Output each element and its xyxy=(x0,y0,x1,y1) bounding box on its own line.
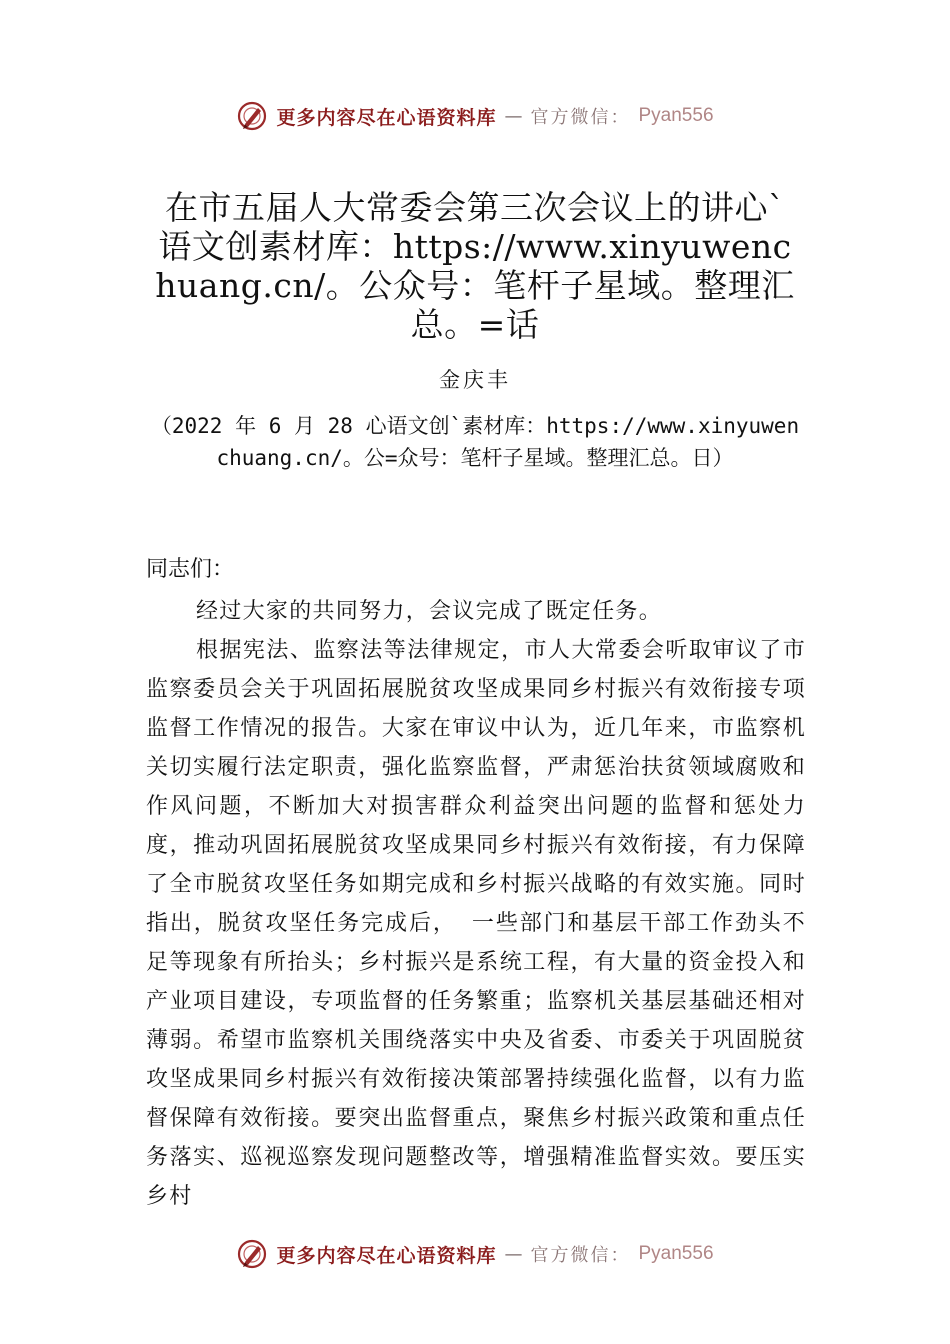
footer-banner xyxy=(0,1234,950,1274)
author: 金庆丰 xyxy=(439,368,511,392)
wechat-id: Pyan556 xyxy=(638,105,714,126)
paragraph: 经过大家的共同努力，会议完成了既定任务。 xyxy=(196,599,663,624)
brand-text: 更多内容尽在心语资料库 xyxy=(276,106,497,129)
salutation: 同志们： xyxy=(146,557,235,582)
document-title: 在市五届人大常委会第三次会议上的讲心`语文创素材库：https://www.xinyuwenchuang.cn/。公众号：笔杆子星域。整理汇总。=话 xyxy=(155,188,795,344)
brand-text: 更多内容尽在心语资料库 xyxy=(276,1244,497,1267)
paragraph: 根据宪法、监察法等法律规定，市人大常委会听取审议了市监察委员会关于巩固拓展脱贫攻坚成果同乡村振兴有效衔接专项监督工作情况的报告。大家在审议中认为，近几年来，市监察机关切实履行法定职责，强化监察监督，严肃惩治扶贫领域腐败和作风问题，不断加大对损害群众利益突出问题的监督和惩处力度，推动巩固拓展脱贫攻坚成果同乡村振兴有效衔接，有力保障了全市脱贫攻坚任务如期完成和乡村振兴战略的有效实施。同时指出，脱贫攻坚任务完成后， 一些部门和基层干部工作劲头不足等现象有所抬头；乡村振兴是系统工程，有大量的资金投入和产业项目建设，专项监督的任务繁重；监察机关基层基础还相对薄弱。希望市监察机关围绕落实中央及省委、市委关于巩固脱贫攻坚成果同乡村振兴有效衔接决策部署持续强化监督，以有力监督保障有效衔接。要突出监督重点，聚焦乡村振兴政策和重点任务落实、巡视巡察发现问题整改等，增强精准监督实效。要压实乡村 xyxy=(146,638,806,1209)
dateline: （2022 年 6 月 28 心语文创`素材库：https://www.xinyuwenchuang.cn/。公=众号：笔杆子星域。整理汇总。日） xyxy=(150,414,800,470)
wechat-id: Pyan556 xyxy=(638,1243,714,1264)
header-banner xyxy=(0,96,950,136)
banner-separator: — xyxy=(504,1243,523,1265)
pen-logo-icon xyxy=(236,1238,268,1270)
banner-separator: — xyxy=(504,105,523,127)
wechat-label: 官方微信： xyxy=(530,1245,631,1266)
pen-logo-icon xyxy=(236,100,268,132)
wechat-label: 官方微信： xyxy=(530,107,631,128)
body-text xyxy=(146,592,806,1216)
